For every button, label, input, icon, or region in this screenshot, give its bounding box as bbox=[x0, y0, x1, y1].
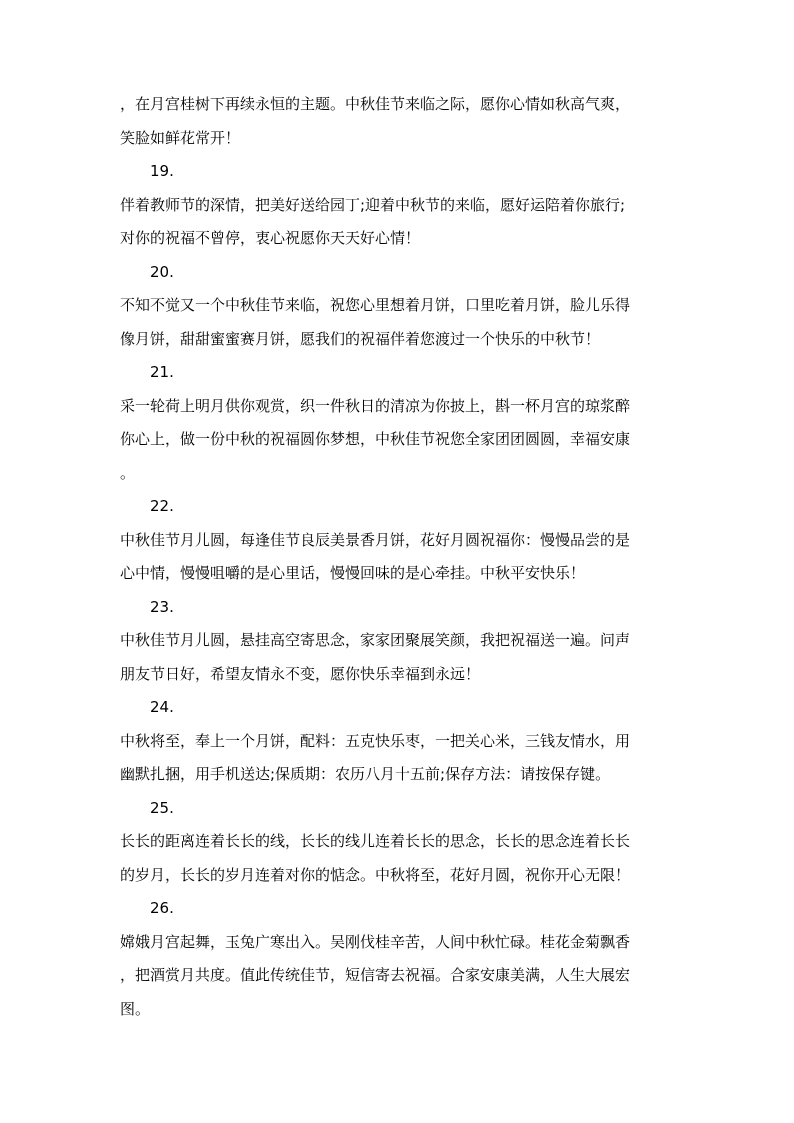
text-line: 像月饼，甜甜蜜蜜赛月饼，愿我们的祝福伴着您渡过一个快乐的中秋节！ bbox=[120, 329, 601, 348]
text-line: 中秋将至，奉上一个月饼，配料：五克快乐枣，一把关心米，三钱友情水，用 bbox=[120, 731, 631, 750]
item-number: 21. bbox=[150, 363, 174, 381]
text-line: 对你的祝福不曾停，衷心祝愿你天天好心情！ bbox=[120, 229, 421, 247]
text-line: 嫦娥月宫起舞，玉兔广寒出入。吴刚伐桂辛苦，人间中秋忙碌。桂花金菊飘香 bbox=[120, 932, 631, 951]
text-line: 不知不觉又一个中秋佳节来临，祝您心里想着月饼，口里吃着月饼，脸儿乐得 bbox=[120, 296, 631, 314]
item-number: 19. bbox=[150, 162, 174, 180]
document-body bbox=[120, 88, 675, 1026]
item-number: 26. bbox=[150, 899, 174, 917]
text-line: 心中情，慢慢咀嚼的是心里话，慢慢回味的是心牵挂。中秋平安快乐！ bbox=[120, 564, 586, 582]
text-line: 幽默扎捆，用手机送达;保质期：农历八月十五前;保存方法：请按保存键。 bbox=[120, 765, 611, 783]
text-line: ，把酒赏月共度。值此传统佳节，短信寄去祝福。合家安康美满，人生大展宏 bbox=[120, 966, 631, 984]
item-number: 25. bbox=[150, 798, 174, 817]
text-line: 朋友节日好，希望友情永不变，愿你快乐幸福到永远！ bbox=[120, 664, 481, 683]
text-line: 长长的距离连着长长的线，长长的线儿连着长长的思念，长长的思念连着长长 bbox=[120, 832, 631, 850]
text-line: 中秋佳节月儿圆，悬挂高空寄思念，家家团聚展笑颜，我把祝福送一遍。问声 bbox=[120, 631, 631, 649]
text-line: ，在月宫桂树下再续永恒的主题。中秋佳节来临之际，愿你心情如秋高气爽， bbox=[120, 95, 631, 113]
text-line: 笑脸如鲜花常开！ bbox=[120, 128, 241, 147]
text-line: 。 bbox=[120, 463, 136, 482]
item-number: 22. bbox=[150, 497, 174, 515]
text-line: 采一轮荷上明月供你观赏，织一件秋日的清凉为你披上，斟一杯月宫的琼浆醉 bbox=[120, 396, 631, 415]
item-number: 23. bbox=[150, 597, 174, 616]
text-line: 伴着教师节的深情，把美好送给园丁;迎着中秋节的来临，愿好运陪着你旅行; bbox=[120, 195, 626, 214]
text-line: 图。 bbox=[120, 999, 151, 1018]
item-number: 24. bbox=[150, 698, 174, 716]
item-number: 20. bbox=[150, 262, 174, 281]
text-line: 中秋佳节月儿圆，每逢佳节良辰美景香月饼，花好月圆祝福你：慢慢品尝的是 bbox=[120, 530, 631, 549]
text-line: 你心上，做一份中秋的祝福圆你梦想，中秋佳节祝您全家团团圆圆，幸福安康 bbox=[120, 430, 631, 448]
text-line: 的岁月，长长的岁月连着对你的惦念。中秋将至，花好月圆，祝你开心无限！ bbox=[120, 865, 631, 884]
